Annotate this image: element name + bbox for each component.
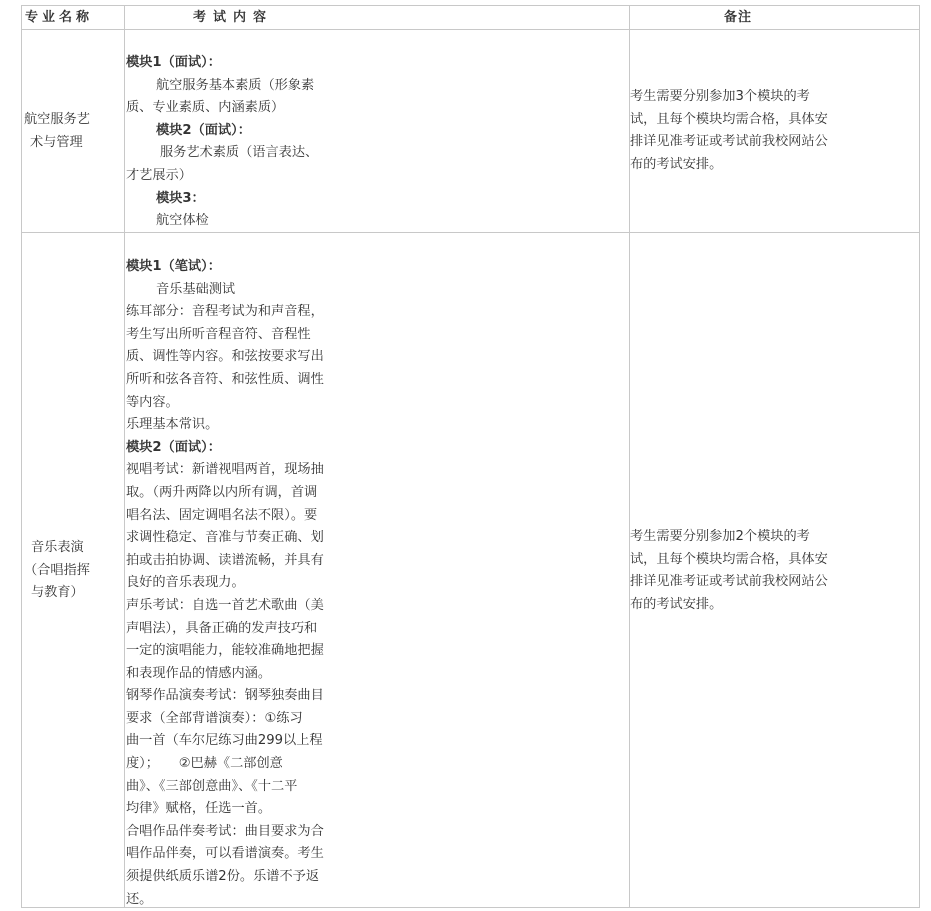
content-line: 度）； ②巴赫《二部创意 bbox=[126, 756, 283, 772]
content-line: 曲一首（车尔尼练习曲299以上程 bbox=[126, 733, 323, 749]
content-line: 唱名法、固定调唱名法不限）。要 bbox=[126, 507, 318, 523]
major-line: 航空服务艺 bbox=[24, 112, 90, 127]
module-heading: 模块2（面试）： bbox=[126, 439, 221, 455]
content-line: 航空体检 bbox=[156, 213, 209, 229]
content-line: 钢琴作品演奏考试：钢琴独奏曲目 bbox=[126, 688, 324, 704]
major-line: （合唱指挥 bbox=[24, 562, 90, 578]
header-divider bbox=[21, 29, 920, 30]
content-line: 要求（全部背谱演奏）：①练习 bbox=[126, 710, 303, 726]
content-line: 求调性稳定、音准与节奏正确、划 bbox=[126, 530, 324, 546]
header-content: 考试内容 bbox=[193, 10, 274, 25]
content-line: 声唱法），具备正确的发声技巧和 bbox=[126, 620, 318, 636]
module-heading: 模块1（笔试）： bbox=[126, 259, 221, 274]
content-line: 乐理基本常识。 bbox=[126, 417, 219, 433]
content-line: 航空服务基本素质（形象素 bbox=[156, 77, 315, 93]
row-1-major bbox=[24, 109, 124, 154]
content-line: 须提供纸质乐谱2份。乐谱不予返 bbox=[126, 869, 320, 885]
content-line: 质、专业素质、内涵素质） bbox=[126, 100, 285, 116]
content-line: 视唱考试：新谱视唱两首，现场抽 bbox=[126, 462, 324, 478]
module-heading: 模块1（面试）： bbox=[126, 55, 221, 70]
content-line: 均律》赋格，任选一首。 bbox=[126, 801, 272, 817]
table-border-right bbox=[919, 5, 920, 908]
content-line: 所听和弦各音符、和弦性质、调性 bbox=[126, 371, 324, 387]
row-1-content bbox=[126, 52, 366, 233]
content-line: 才艺展示） bbox=[126, 167, 192, 183]
content-line: 一定的演唱能力，能较准确地把握 bbox=[126, 643, 324, 659]
content-line: 音乐基础测试 bbox=[156, 281, 236, 297]
remark-line: 试，且每个模块均需合格，具体安 bbox=[630, 551, 828, 567]
major-line: 音乐表演 bbox=[31, 540, 84, 555]
content-line: 服务艺术素质（语言表达、 bbox=[160, 145, 319, 161]
column-divider-1 bbox=[124, 5, 125, 908]
content-line: 合唱作品伴奏考试：曲目要求为合 bbox=[126, 823, 324, 839]
content-line: 曲》、《三部创意曲》、《十二平 bbox=[126, 778, 298, 794]
major-line: 术与管理 bbox=[30, 134, 83, 150]
content-line: 练耳部分：音程考试为和声音程， bbox=[126, 304, 324, 320]
row-2-major bbox=[24, 537, 124, 605]
remark-line: 布的考试安排。 bbox=[630, 156, 723, 172]
content-line: 拍或击拍协调、读谱流畅，并具有 bbox=[126, 552, 324, 568]
module-heading: 模块3： bbox=[156, 190, 205, 206]
module-heading: 模块2（面试）： bbox=[156, 122, 251, 138]
remark-line: 排详见准考证或考试前我校网站公 bbox=[630, 134, 828, 150]
row-2-content bbox=[126, 256, 366, 911]
remark-line: 排详见准考证或考试前我校网站公 bbox=[630, 574, 828, 590]
table-border-top bbox=[21, 5, 920, 6]
content-line: 还。 bbox=[126, 891, 153, 907]
content-line: 声乐考试：自选一首艺术歌曲（美 bbox=[126, 597, 324, 613]
content-line: 和表现作品的情感内涵。 bbox=[126, 665, 272, 681]
content-line: 等内容。 bbox=[126, 394, 179, 410]
content-line: 考生写出所听音程音符、音程性 bbox=[126, 326, 311, 342]
header-major: 专业名称 bbox=[25, 10, 94, 25]
remark-line: 考生需要分别参加2个模块的考 bbox=[630, 529, 810, 544]
header-remark: 备注 bbox=[724, 10, 753, 25]
remark-line: 试，且每个模块均需合格，具体安 bbox=[630, 111, 828, 127]
row-2-remark bbox=[630, 526, 870, 616]
remark-line: 布的考试安排。 bbox=[630, 596, 723, 612]
row-1-remark bbox=[630, 86, 870, 176]
remark-line: 考生需要分别参加3个模块的考 bbox=[630, 89, 810, 104]
content-line: 良好的音乐表现力。 bbox=[126, 575, 245, 591]
content-line: 取。（两升两降以内所有调，首调 bbox=[126, 484, 318, 500]
content-line: 唱作品伴奏，可以看谱演奏。考生 bbox=[126, 846, 324, 862]
table-border-left bbox=[21, 5, 22, 908]
major-line: 与教育） bbox=[31, 585, 84, 601]
content-line: 质、调性等内容。和弦按要求写出 bbox=[126, 349, 324, 365]
